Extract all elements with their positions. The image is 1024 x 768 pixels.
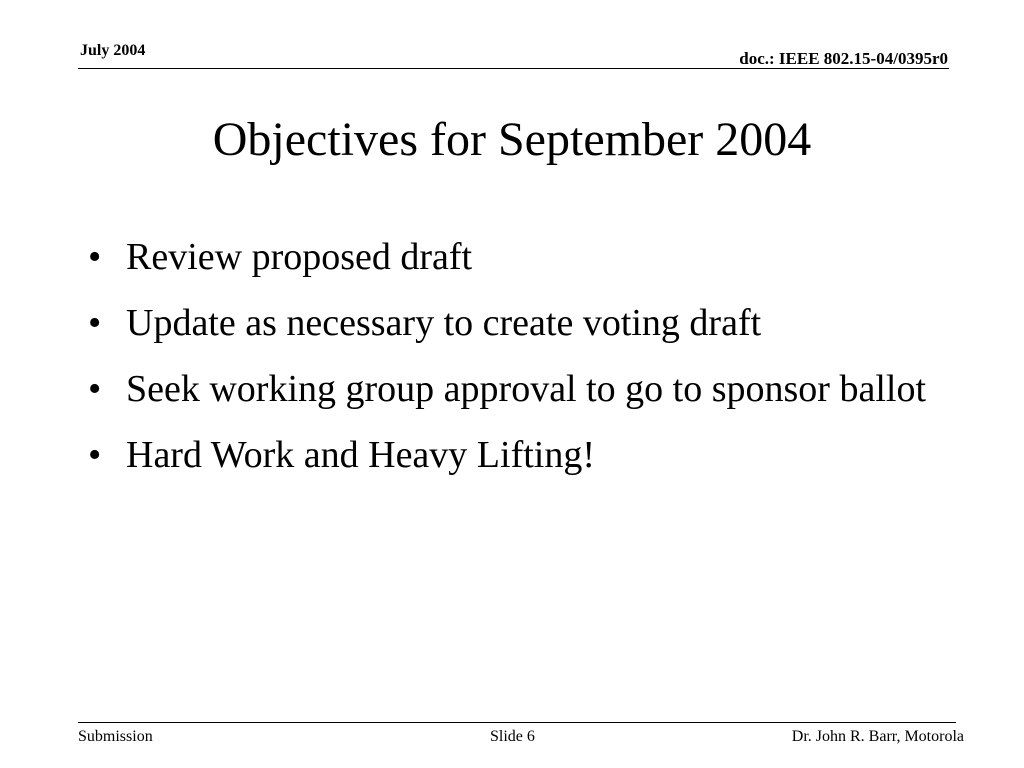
bullet-text: Update as necessary to create voting draft [126,302,762,344]
list-item [88,428,928,482]
footer-divider [78,722,956,723]
bullet-list [88,230,928,494]
slide-title: Objectives for September 2004 [212,113,812,166]
footer-author: Dr. John R. Barr, Motorola [791,728,964,745]
footer-slide-number: Slide 6 [490,728,535,745]
bullet-icon: • [88,434,102,476]
bullet-icon: • [88,368,102,410]
bullet-text: Seek working group approval to go to sponsor ballot [126,368,927,410]
bullet-icon: • [88,302,102,344]
list-item [88,296,928,350]
list-item [88,230,928,284]
bullet-text: Hard Work and Heavy Lifting! [126,434,595,476]
list-item [88,362,928,416]
header-doc-id: doc.: IEEE 802.15-04/0395r0 [739,49,948,68]
bullet-icon: • [88,236,102,278]
header-date: July 2004 [80,42,146,59]
footer-submission: Submission [78,728,153,745]
header-divider [78,68,949,69]
bullet-text: Review proposed draft [126,236,473,278]
